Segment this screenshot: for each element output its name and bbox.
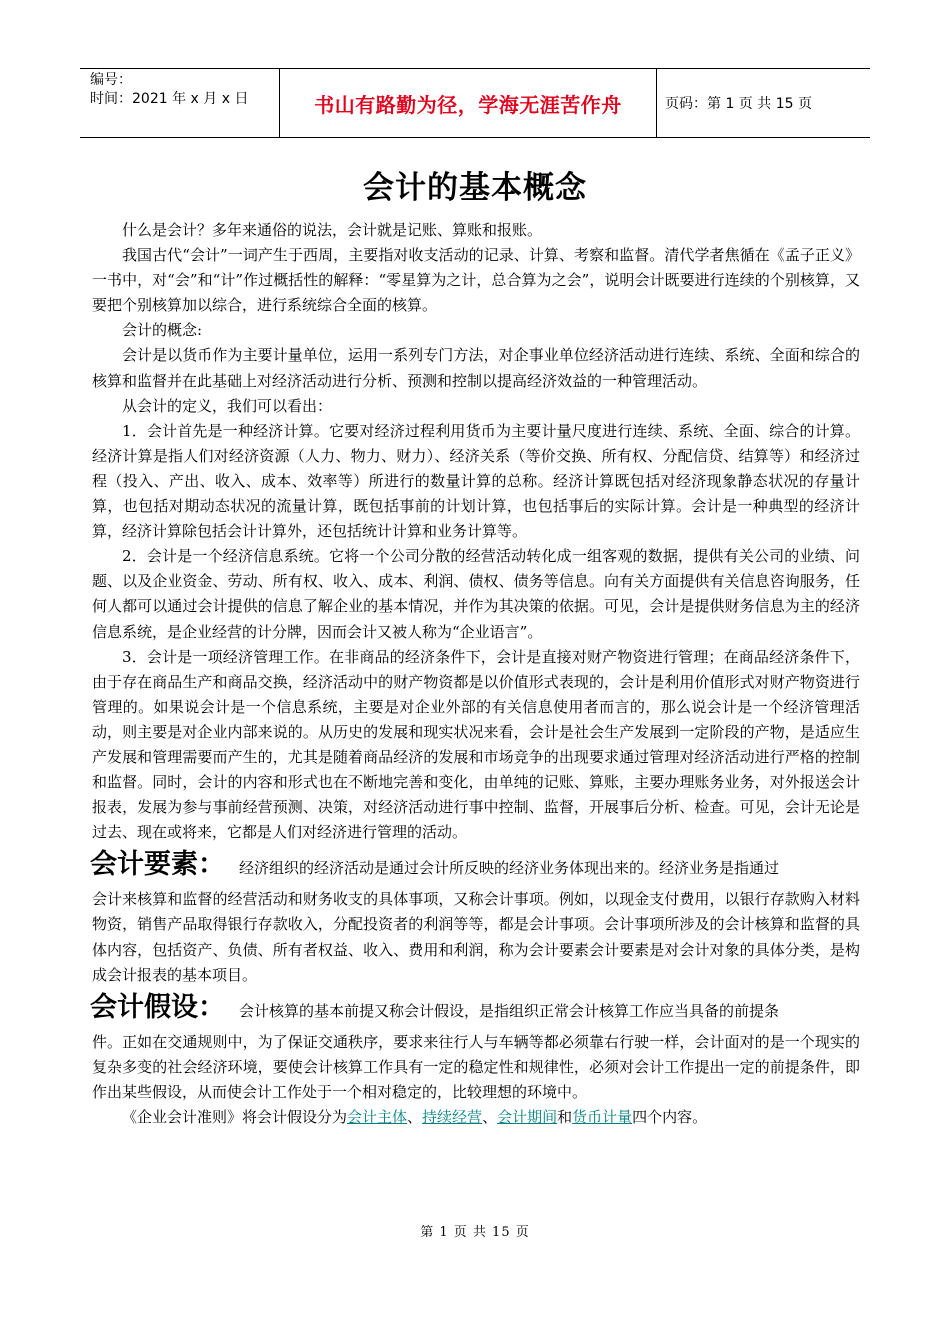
paragraph: 会计是以货币作为主要计量单位，运用一系列专门方法，对企事业单位经济活动进行连续、系统、全面和综合的核算和监督并在此基础上对经济活动进行分析、预测和控制以提高经济效益的一种管理活动。 — [92, 346, 860, 390]
link-monetary-measurement[interactable]: 货币计量 — [572, 1108, 633, 1126]
link-going-concern[interactable]: 持续经营 — [422, 1108, 483, 1126]
section-lead: 经济组织的经济活动是通过会计所反映的经济业务体现出来的。经济业务是指通过 — [239, 859, 780, 878]
section-elements — [90, 845, 860, 885]
paragraph: 会计来核算和监督的经营活动和财务收支的具体事项，又称会计事项。例如，以现金支付费用，以银行存款购入材料物资，销售产品取得银行存款收入，分配投资者的利润等等，都是会计事项。会计事项所涉及的会计核算和监督的具体内容，包括资产、负债、所有者权益、收入、费用和利润，称为会计要素会计要素是对会计对象的具体分类，是构成会计报表的基本项目。 — [92, 890, 860, 984]
paragraph: 件。正如在交通规则中，为了保证交通秩序，要求来往行人与车辆等都必须靠右行驶一样，会计面对的是一个现实的复杂多变的社会经济环境，要使会计核算工作具有一定的稳定性和规律性，必须对会计工作提出一定的前提条件，即作出某些假设，从而使会计工作处于一个相对稳定的，比较理想的环境中。 — [92, 1032, 860, 1101]
paragraph: 1．会计首先是一种经济计算。它要对经济过程利用货币为主要计量尺度进行连续、系统、全面、综合的计算。经济计算是指人们对经济资源（人力、物力、财力）、经济关系（等价交换、所有权、分配信贷、结算等）和经济过程（投入、产出、收入、成本、效率等）所进行的数量计算的总称。经济计算既包括对经济现象静态状况的存量计算，也包括对期动态状况的流量计算，既包括事前的计划计算，也包括事后的实际计算。会计是一种典型的经济计算，经济计算除包括会计计算外，还包括统计计算和业务计算等。 — [92, 421, 860, 541]
paragraph: 2．会计是一个经济信息系统。它将一个公司分散的经营活动转化成一组客观的数据，提供有关公司的业绩、问题、以及企业资金、劳动、所有权、收入、成本、利润、债权、债务等信息。向有关方面提供有关信息咨询服务，任何人都可以通过会计提供的信息了解企业的基本情况，并作为其决策的依据。可见，会计是提供财务信息为主的经济信息系统，是企业经营的计分牌，因而会计又被人称为“企业语言”。 — [92, 547, 860, 641]
text: 、 — [407, 1108, 423, 1126]
paragraph: 什么是会计？多年来通俗的说法，会计就是记账、算账和报账。 — [122, 221, 543, 239]
header-meta — [80, 69, 280, 137]
link-accounting-period[interactable]: 会计期间 — [497, 1108, 558, 1126]
link-accounting-entity[interactable]: 会计主体 — [347, 1108, 408, 1126]
section-lead: 会计核算的基本前提又称会计假设，是指组织正常会计核算工作应当具备的前提条 — [239, 1001, 780, 1020]
paragraph: 我国古代“会计”一词产生于西周，主要指对收支活动的记录、计算、考察和监督。清代学者焦循在《孟子正义》一书中，对“会”和“计”作过概括性的解释：“零星算为之计，总合算为之会”，说明会计既要进行连续的个别核算，又要把个别核算加以综合，进行系统综合全面的核算。 — [92, 246, 860, 315]
text: 和 — [557, 1108, 573, 1126]
page-header — [80, 68, 870, 138]
text: 四个内容。 — [632, 1108, 708, 1126]
section-heading: 会计假设： — [90, 991, 225, 1023]
time-label: 时间：2021 年 x 月 x 日 — [90, 91, 249, 107]
page-footer: 第 1 页 共 15 页 — [420, 1225, 530, 1240]
header-page-info: 页码：第 1 页 共 15 页 — [665, 96, 812, 112]
section-heading: 会计要素： — [90, 849, 225, 881]
document-title: 会计的基本概念 — [363, 170, 587, 206]
text: 、 — [482, 1108, 498, 1126]
paragraph-assumption-list — [92, 1105, 860, 1130]
header-motto: 书山有路勤为径，学海无涯苦作舟 — [280, 69, 657, 137]
number-label: 编号： — [90, 72, 132, 88]
paragraph: 从会计的定义，我们可以看出： — [122, 396, 333, 415]
document-body — [92, 218, 860, 1130]
section-assumptions — [90, 988, 860, 1028]
paragraph: 3．会计是一项经济管理工作。在非商品的经济条件下，会计是直接对财产物资进行管理；在商品经济条件下，由于存在商品生产和商品交换，经济活动中的财产物资都是以价值形式表现的，会计是利用价值形式对财产物资进行管理的。如果说会计是一个信息系统，主要是对企业外部的有关信息使用者而言的，那么说会计是一个经济管理活动，则主要是对企业内部来说的。从历史的发展和现实状况来看，会计是社会生产发展到一定阶段的产物，是适应生产发展和管理需要而产生的，尤其是随着商品经济的发展和市场竞争的出现要求通过管理对经济活动进行严格的控制和监督。同时，会计的内容和形式也在不断地完善和变化，由单纯的记账、算账，主要办理账务业务，对外报送会计报表，发展为参与事前经营预测、决策，对经济活动进行事中控制、监督，开展事后分析、检查。可见，会计无论是过去、现在或将来，它都是人们对经济进行管理的活动。 — [92, 647, 860, 842]
text: 《企业会计准则》将会计假设分为 — [122, 1108, 348, 1126]
paragraph: 会计的概念: — [122, 321, 203, 340]
